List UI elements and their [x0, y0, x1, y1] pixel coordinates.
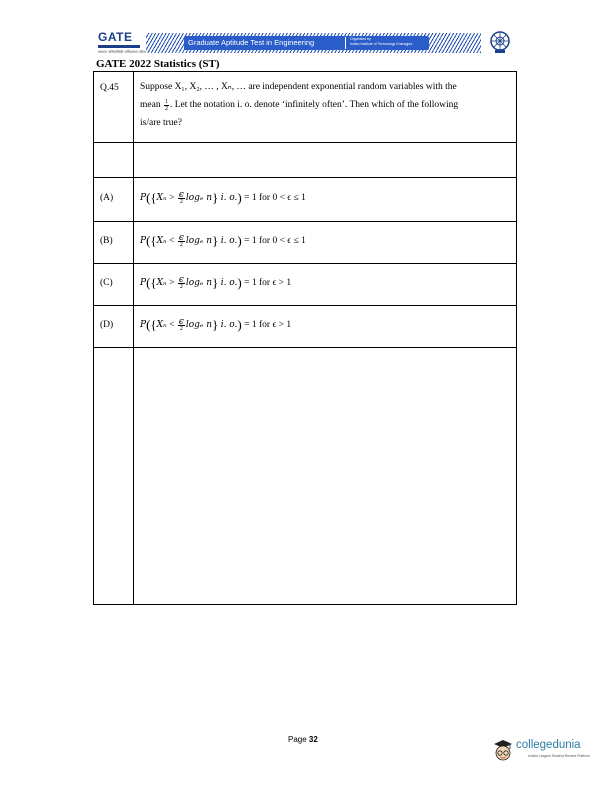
gate-logo-text: GATE	[98, 30, 133, 44]
banner-separator	[345, 37, 346, 49]
question-row	[94, 72, 516, 143]
eps-den: 2	[179, 283, 183, 290]
comparison-op: >	[169, 193, 175, 203]
question-table	[93, 71, 517, 605]
collegedunia-logo	[492, 736, 607, 768]
option-label-c: (C)	[100, 278, 113, 288]
option-condition-c: for ϵ > 1	[259, 278, 292, 288]
collegedunia-tagline: India's Largest Student Review Platform	[528, 754, 591, 758]
blank-row	[94, 143, 516, 178]
io-term: i. o.	[220, 320, 238, 330]
question-line-2-text: . Let the notation i. o. denote ‘infinitely often’. Then which of the following	[169, 100, 459, 110]
option-text-a: P ({ Xₙ > $\frac{\epsilon}{2}$ logₑ n } i. o. ) = 1 for 0 < ϵ ≤ 1	[140, 189, 306, 205]
collegedunia-wordmark: collegedunia	[516, 739, 581, 751]
option-row-b	[94, 222, 516, 264]
comparison-op: <	[169, 236, 175, 246]
half-numerator: 1	[164, 98, 168, 105]
exam-header	[96, 30, 516, 56]
option-condition-b: for 0 < ϵ ≤ 1	[259, 236, 306, 246]
eps-fraction	[178, 232, 185, 248]
option-text-d: P ({ Xₙ < $\frac{\epsilon}{2}$ logₑ n } i. o. ) = 1 for ϵ > 1	[140, 316, 292, 332]
eps-fraction	[178, 189, 185, 205]
eps-num: ϵ	[178, 316, 184, 327]
organised-by-label: Organised by	[350, 37, 371, 41]
question-text	[140, 78, 512, 132]
prob-symbol: P	[140, 320, 147, 330]
option-row-a	[94, 178, 516, 222]
question-number: Q.45	[100, 83, 119, 93]
prob-symbol: P	[140, 278, 147, 288]
organiser-block	[350, 37, 413, 47]
equals-one: = 1	[244, 193, 257, 203]
option-text-c: P ({ Xₙ > $\frac{\epsilon}{2}$ logₑ n } i. o. ) = 1 for ϵ > 1	[140, 274, 292, 290]
question-line-3: is/are true?	[140, 118, 182, 128]
equals-one: = 1	[244, 236, 257, 246]
iit-emblem-icon	[489, 30, 511, 54]
eps-num: ϵ	[178, 232, 184, 243]
option-condition-d: for ϵ > 1	[259, 320, 292, 330]
eps-num: ϵ	[178, 189, 184, 200]
option-text-b: P ({ Xₙ < $\frac{\epsilon}{2}$ logₑ n } i. o. ) = 1 for 0 < ϵ ≤ 1	[140, 232, 306, 248]
option-row-c	[94, 264, 516, 306]
xn-symbol: Xₙ	[156, 320, 167, 330]
eps-den: 2	[179, 325, 183, 332]
gate-logo	[96, 30, 147, 56]
half-denominator: 2	[164, 105, 168, 112]
log-term: logₑ n	[185, 320, 213, 330]
question-line-1: Suppose X₁, X₂, … , Xₙ, … are independent exponential random variables with the	[140, 82, 457, 92]
header-banner	[146, 33, 481, 53]
option-label-a: (A)	[100, 193, 114, 203]
question-line-2	[140, 96, 512, 114]
xn-symbol: Xₙ	[156, 193, 167, 203]
eps-fraction	[178, 274, 185, 290]
eps-den: 2	[179, 241, 183, 248]
option-condition-a: for 0 < ϵ ≤ 1	[259, 193, 306, 203]
xn-symbol: Xₙ	[156, 278, 167, 288]
equals-one: = 1	[244, 320, 257, 330]
page-number	[288, 735, 318, 744]
page-prefix: Page	[288, 735, 307, 744]
eps-num: ϵ	[178, 274, 184, 285]
prob-symbol: P	[140, 236, 147, 246]
eps-fraction	[178, 316, 185, 332]
organiser-name: Indian Institute of Technology Kharagpur	[350, 42, 413, 46]
gate-logo-bar	[98, 45, 140, 48]
eps-den: 2	[179, 198, 183, 205]
log-term: logₑ n	[185, 278, 213, 288]
gate-logo-subtext: स्नातक अभियांत्रिकी अभिक्षमता परीक्षा	[98, 50, 147, 54]
io-term: i. o.	[220, 193, 238, 203]
half-fraction	[164, 99, 169, 112]
io-term: i. o.	[220, 236, 238, 246]
option-label-d: (D)	[100, 320, 114, 330]
option-label-b: (B)	[100, 236, 113, 246]
option-row-d	[94, 306, 516, 348]
document-title: GATE 2022 Statistics (ST)	[96, 58, 220, 70]
comparison-op: >	[169, 278, 175, 288]
equals-one: = 1	[244, 278, 257, 288]
prob-symbol: P	[140, 193, 147, 203]
page-number-value: 32	[308, 735, 318, 744]
log-term: logₑ n	[185, 236, 213, 246]
log-term: logₑ n	[185, 193, 213, 203]
xn-symbol: Xₙ	[156, 236, 167, 246]
comparison-op: <	[169, 320, 175, 330]
question-mean-word: mean	[140, 100, 161, 110]
banner-title: Graduate Aptitude Test in Engineering	[188, 38, 315, 47]
student-mascot-icon	[492, 738, 514, 762]
io-term: i. o.	[220, 278, 238, 288]
